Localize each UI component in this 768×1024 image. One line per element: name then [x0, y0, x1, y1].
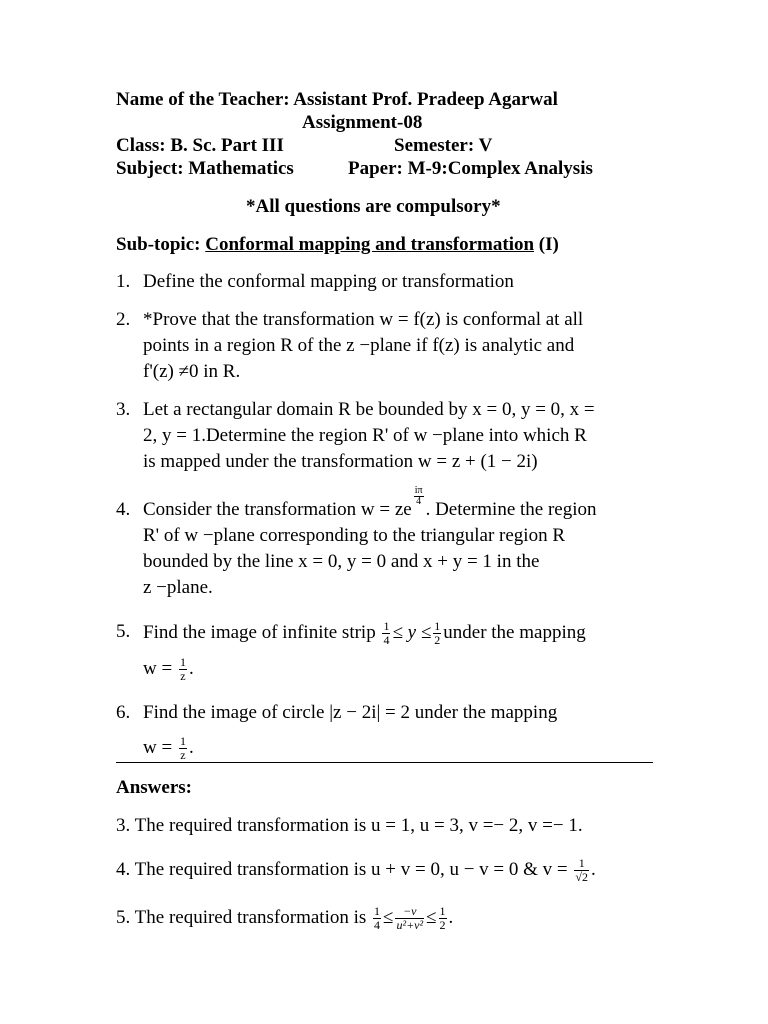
answer-3: 3. The required transformation is u = 1, u = 3, v =− 2, v =− 1.: [116, 815, 583, 836]
question-2-line-2: points in a region R of the z −plane if f(z) is analytic and: [143, 335, 575, 356]
answer-4-text: 4. The required transformation is u + v = 0, u − v = 0 & v =: [116, 858, 573, 880]
denominator: 2: [434, 633, 441, 647]
numerator: 1: [374, 904, 381, 918]
question-number: 1.: [116, 271, 131, 292]
question-6-line-1: Find the image of circle |z − 2i| = 2 under the mapping: [143, 702, 558, 723]
question-number: 6.: [116, 702, 131, 723]
fraction: [439, 905, 447, 932]
question-6-line-2: [143, 735, 194, 762]
section-divider: [116, 762, 653, 763]
question-3-line-3: is mapped under the transformation w = z + (1 − 2i): [143, 451, 538, 472]
numerator: 1: [383, 619, 390, 633]
denominator: 4: [374, 918, 381, 932]
question-2-line-3: f'(z) ≠0 in R.: [143, 361, 241, 382]
fraction: [179, 656, 187, 683]
less-equal-sign: ≤: [383, 906, 394, 928]
question-3-line-1: Let a rectangular domain R be bounded by x = 0, y = 0, x =: [143, 399, 595, 420]
numerator: 1: [179, 734, 186, 748]
answer-5-end: .: [448, 906, 454, 928]
question-1-text: Define the conformal mapping or transformation: [143, 271, 514, 292]
question-2-line-1: *Prove that the transformation w = f(z) is conformal at all: [143, 309, 584, 330]
subtopic-line: [116, 233, 559, 257]
question-5-line-2: [143, 656, 194, 683]
exponent-fraction: [414, 486, 424, 507]
numerator: 1: [434, 619, 441, 633]
semester-label: Semester: V: [394, 135, 493, 156]
fraction: [433, 620, 441, 647]
answer-4-end: .: [590, 858, 596, 880]
answer-5-text: 5. The required transformation is: [116, 906, 372, 928]
fraction: [382, 620, 390, 647]
inequality-middle: ≤ y ≤: [392, 621, 432, 643]
subtopic-suffix: (I): [534, 234, 559, 255]
question-number: 2.: [116, 309, 131, 330]
denominator: z: [180, 669, 186, 683]
exponent-denominator: 4: [416, 496, 422, 507]
fraction: [179, 735, 187, 762]
question-number: 5.: [116, 621, 131, 642]
fraction: [574, 857, 589, 884]
mapping-end: .: [188, 736, 194, 758]
numerator: 1: [179, 655, 186, 669]
question-4-line-2: R' of w −plane corresponding to the triangular region R: [143, 525, 566, 546]
numerator: 1: [439, 904, 446, 918]
mapping-prefix: w =: [143, 657, 177, 679]
denominator: √2: [575, 870, 588, 884]
question-4-line-4: z −plane.: [143, 577, 213, 598]
mapping-prefix: w =: [143, 736, 177, 758]
denominator: 4: [383, 633, 390, 647]
question-5-text-b: under the mapping: [443, 621, 586, 643]
question-4-line-3: bounded by the line x = 0, y = 0 and x + y = 1 in the: [143, 551, 540, 572]
class-label: Class: B. Sc. Part III: [116, 135, 284, 156]
exponent-numerator: iπ: [414, 485, 423, 496]
mapping-end: .: [188, 657, 194, 679]
less-equal-sign: ≤: [426, 906, 437, 928]
paper-label: Paper: M-9:Complex Analysis: [348, 158, 593, 179]
question-number: 3.: [116, 399, 131, 420]
numerator: −v: [395, 905, 424, 919]
fraction: [395, 905, 424, 932]
question-5-text-a: Find the image of infinite strip: [143, 621, 381, 643]
answer-5: [116, 905, 453, 932]
subject-label: Subject: Mathematics: [116, 158, 294, 179]
question-5-line-1: [143, 620, 586, 647]
teacher-line: Name of the Teacher: Assistant Prof. Pradeep Agarwal: [116, 89, 558, 110]
answers-heading: Answers:: [116, 777, 192, 798]
subtopic-prefix: Sub-topic:: [116, 234, 206, 255]
numerator: 1: [574, 857, 589, 871]
question-3-line-2: 2, y = 1.Determine the region R' of w −plane into which R: [143, 425, 587, 446]
denominator: z: [180, 748, 186, 762]
subtopic-title: Conformal mapping and transformation: [205, 234, 535, 255]
answer-4: [116, 857, 596, 884]
denominator: u²+v²: [396, 918, 424, 932]
fraction: [373, 905, 381, 932]
denominator: 2: [439, 918, 446, 932]
compulsory-note: *All questions are compulsory*: [246, 196, 501, 217]
question-4-text-b: . Determine the region: [425, 499, 597, 520]
question-number: 4.: [116, 499, 131, 520]
question-4-text-a: Consider the transformation w = ze: [143, 499, 412, 520]
assignment-title: Assignment-08: [302, 112, 423, 133]
